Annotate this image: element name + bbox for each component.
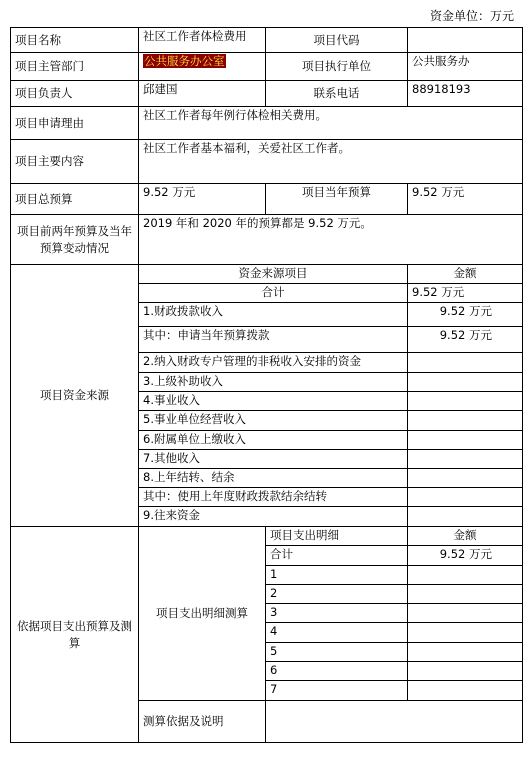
expense-row-item: 4 bbox=[266, 623, 408, 643]
expense-row-amount bbox=[408, 662, 523, 681]
funding-row-amount bbox=[408, 392, 523, 411]
total-budget-label: 项目总预算 bbox=[11, 184, 139, 215]
funding-row-amount bbox=[408, 488, 523, 507]
change-value: 2019 年和 2020 年的预算都是 9.52 万元。 bbox=[139, 215, 523, 265]
expense-row-amount bbox=[408, 681, 523, 701]
basis-label: 测算依据及说明 bbox=[139, 701, 266, 743]
funding-row-item: 5.事业单位经营收入 bbox=[139, 411, 408, 431]
current-budget-label: 项目当年预算 bbox=[266, 184, 408, 215]
content-label: 项目主要内容 bbox=[11, 140, 139, 184]
funding-row-amount bbox=[408, 411, 523, 431]
phone-value: 88918193 bbox=[408, 81, 523, 107]
project-name-label: 项目名称 bbox=[11, 28, 139, 53]
funding-row-item: 4.事业收入 bbox=[139, 392, 408, 411]
expense-col-amount: 金额 bbox=[408, 527, 523, 546]
dept-label: 项目主管部门 bbox=[11, 53, 139, 81]
expense-row-item: 5 bbox=[266, 643, 408, 662]
project-code-label: 项目代码 bbox=[266, 28, 408, 53]
funding-row-item: 7.其他收入 bbox=[139, 450, 408, 469]
exec-unit-value: 公共服务办 bbox=[408, 53, 523, 81]
funding-row-amount bbox=[408, 431, 523, 450]
expense-section-label: 依据项目支出预算及测算 bbox=[11, 527, 139, 743]
expense-row-item: 6 bbox=[266, 662, 408, 681]
expense-row-amount bbox=[408, 623, 523, 643]
funding-row-item: 其中：申请当年预算拨款 bbox=[139, 327, 408, 353]
expense-row-amount bbox=[408, 566, 523, 585]
phone-label: 联系电话 bbox=[266, 81, 408, 107]
expense-sub-label: 项目支出明细测算 bbox=[139, 527, 266, 701]
expense-row-amount bbox=[408, 643, 523, 662]
exec-unit-label: 项目执行单位 bbox=[266, 53, 408, 81]
project-name-value: 社区工作者体检费用 bbox=[139, 28, 266, 53]
basis-value bbox=[266, 701, 523, 743]
funding-row-amount bbox=[408, 469, 523, 488]
funding-row-amount: 9.52 万元 bbox=[408, 284, 523, 303]
funding-section-label: 项目资金来源 bbox=[11, 265, 139, 527]
expense-row-item: 2 bbox=[266, 585, 408, 604]
funding-row-item: 8.上年结转、结余 bbox=[139, 469, 408, 488]
change-label: 项目前两年预算及当年预算变动情况 bbox=[11, 215, 139, 265]
expense-row-amount bbox=[408, 604, 523, 623]
project-form-table bbox=[10, 27, 523, 743]
unit-label: 资金单位：万元 bbox=[429, 9, 514, 23]
expense-col-item: 项目支出明细 bbox=[266, 527, 408, 546]
funding-row-item: 1.财政拨款收入 bbox=[139, 303, 408, 327]
funding-row-amount bbox=[408, 373, 523, 392]
funding-row-item: 6.附属单位上缴收入 bbox=[139, 431, 408, 450]
funding-col-amount: 金额 bbox=[408, 265, 523, 284]
funding-row-item: 3.上级补助收入 bbox=[139, 373, 408, 392]
funding-row-item: 2.纳入财政专户管理的非税收入安排的资金 bbox=[139, 353, 408, 373]
funding-row-amount: 9.52 万元 bbox=[408, 303, 523, 327]
reason-label: 项目申请理由 bbox=[11, 107, 139, 140]
current-budget-value: 9.52 万元 bbox=[408, 184, 523, 215]
expense-row-amount bbox=[408, 585, 523, 604]
funding-row-item: 合计 bbox=[139, 284, 408, 303]
funding-col-item: 资金来源项目 bbox=[139, 265, 408, 284]
expense-row-item: 1 bbox=[266, 566, 408, 585]
funding-row-item: 其中：使用上年度财政拨款结余结转 bbox=[139, 488, 408, 507]
owner-label: 项目负责人 bbox=[11, 81, 139, 107]
funding-row-amount bbox=[408, 450, 523, 469]
owner-value: 邱建国 bbox=[139, 81, 266, 107]
expense-row-item: 7 bbox=[266, 681, 408, 701]
funding-row-amount bbox=[408, 507, 523, 527]
expense-row-item: 3 bbox=[266, 604, 408, 623]
dept-cell bbox=[139, 53, 266, 81]
project-code-value bbox=[408, 28, 523, 53]
total-budget-value: 9.52 万元 bbox=[139, 184, 266, 215]
funding-row-item: 9.往来资金 bbox=[139, 507, 408, 527]
content-value: 社区工作者基本福利，关爱社区工作者。 bbox=[139, 140, 523, 184]
reason-value: 社区工作者每年例行体检相关费用。 bbox=[139, 107, 523, 140]
expense-row-item: 合计 bbox=[266, 546, 408, 566]
funding-row-amount: 9.52 万元 bbox=[408, 327, 523, 353]
funding-row-amount bbox=[408, 353, 523, 373]
dept-value: 公共服务办公室 bbox=[144, 54, 225, 68]
expense-row-amount: 9.52 万元 bbox=[408, 546, 523, 566]
